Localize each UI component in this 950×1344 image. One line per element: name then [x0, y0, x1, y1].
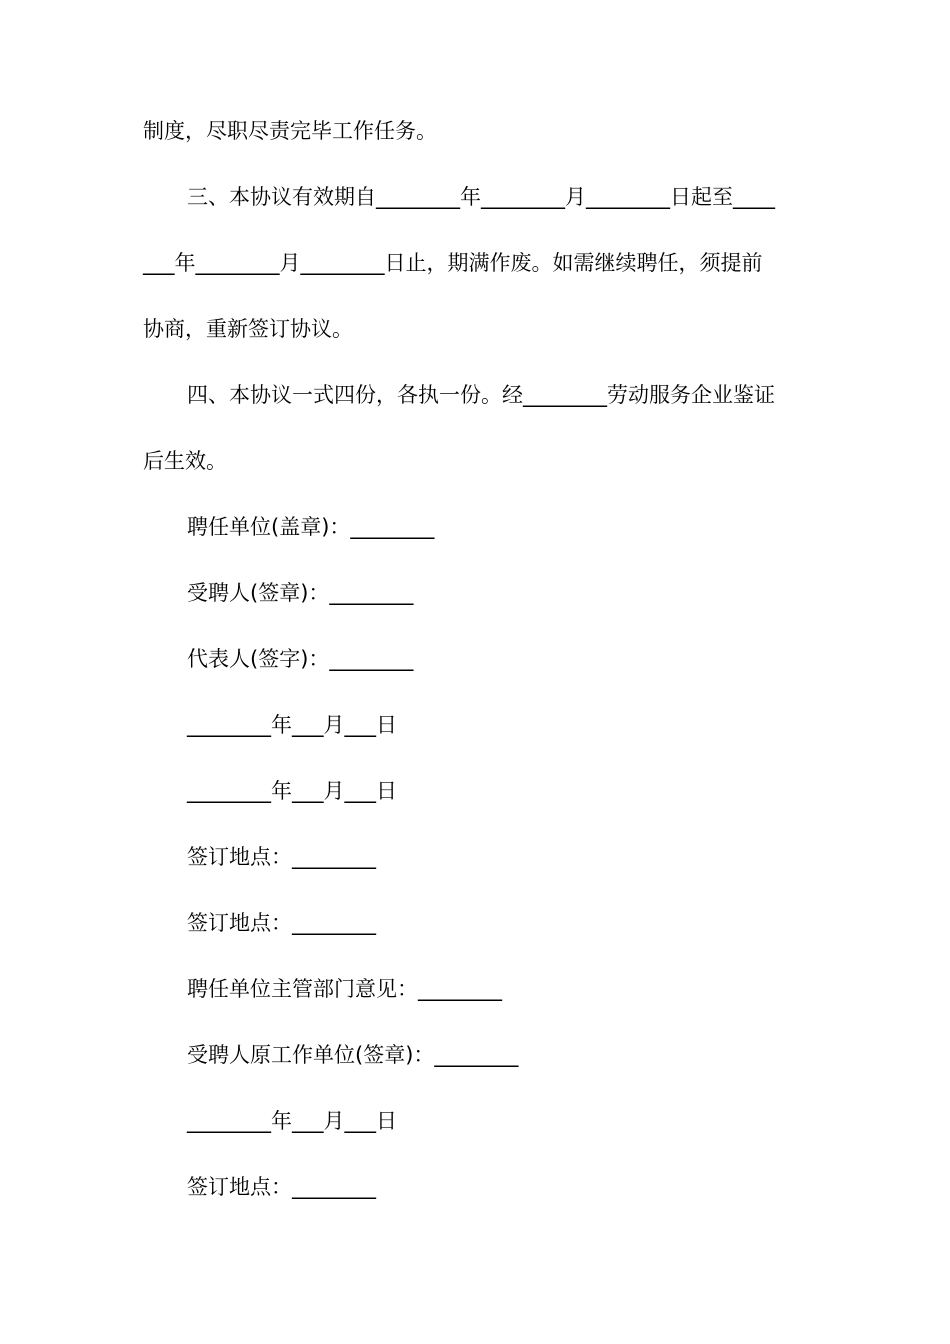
clause-four-line-2: 后生效。: [143, 449, 227, 473]
former-employer-seal-field: 受聘人原工作单位(签章)：________: [187, 1043, 519, 1067]
signing-place-field-1: 签订地点：________: [187, 845, 376, 869]
supervisor-opinion-field: 聘任单位主管部门意见：________: [187, 977, 502, 1001]
clause-three-line-2: ___年________月________日止，期满作废。如需继续聘任，须提前: [143, 251, 763, 275]
representative-signature-field: 代表人(签字)：________: [187, 647, 414, 671]
text-line-duty: 制度，尽职尽责完毕工作任务。: [143, 119, 437, 143]
date-field-1: ________年___月___日: [187, 713, 397, 737]
employer-seal-field: 聘任单位(盖章)：________: [187, 515, 435, 539]
date-field-2: ________年___月___日: [187, 779, 397, 803]
clause-four-line-1: 四、本协议一式四份，各执一份。经________劳动服务企业鉴证: [187, 383, 775, 407]
date-field-3: ________年___月___日: [187, 1109, 397, 1133]
signing-place-field-3: 签订地点：________: [187, 1175, 376, 1199]
employee-signature-field: 受聘人(签章)：________: [187, 581, 414, 605]
signing-place-field-2: 签订地点：________: [187, 911, 376, 935]
clause-three-line-1: 三、本协议有效期自________年________月________日起至____: [187, 185, 775, 209]
clause-three-line-3: 协商，重新签订协议。: [143, 317, 353, 341]
